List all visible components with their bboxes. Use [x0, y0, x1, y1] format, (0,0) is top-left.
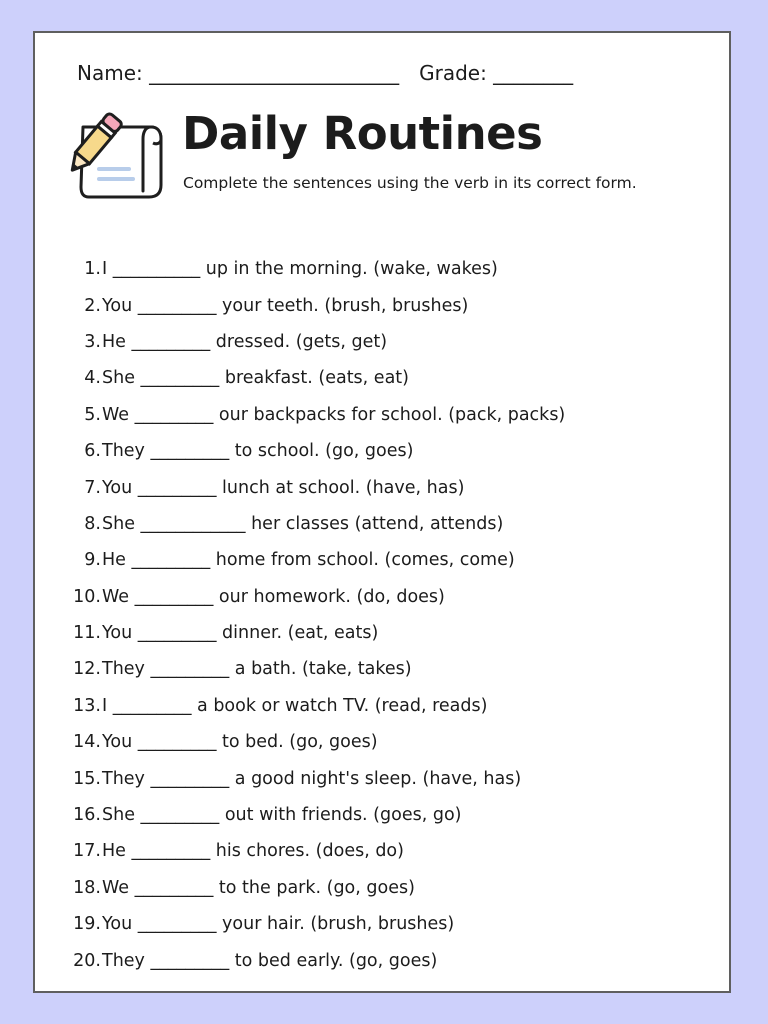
exercise-item — [65, 760, 565, 796]
exercise-item — [65, 433, 565, 469]
exercise-sentence: They _________ to bed early. (go, goes) — [102, 950, 438, 971]
exercise-item — [65, 251, 565, 287]
exercise-sentence: You _________ your hair. (brush, brushes) — [102, 914, 455, 935]
exercise-number: 7. — [84, 477, 101, 498]
worksheet-instructions: Complete the sentences using the verb in its correct form. — [183, 174, 637, 192]
exercise-item — [65, 688, 565, 724]
exercise-item — [65, 324, 565, 360]
exercise-sentence: They _________ a bath. (take, takes) — [102, 659, 412, 680]
exercise-item — [65, 833, 565, 869]
exercise-item — [65, 397, 565, 433]
exercise-sentence: She _________ breakfast. (eats, eat) — [102, 368, 409, 389]
exercise-sentence: You _________ to bed. (go, goes) — [102, 732, 378, 753]
exercise-number: 2. — [84, 295, 101, 316]
exercise-number: 4. — [84, 368, 101, 389]
exercise-item — [65, 506, 565, 542]
worksheet-title: Daily Routines — [182, 107, 543, 160]
exercise-list — [65, 251, 565, 979]
exercise-number: 5. — [84, 404, 101, 425]
exercise-number: 3. — [84, 331, 101, 352]
grade-field-label: Grade: ________ — [419, 61, 574, 85]
exercise-number: 14. — [73, 732, 101, 753]
exercise-item — [65, 469, 565, 505]
exercise-item — [65, 651, 565, 687]
exercise-item — [65, 724, 565, 760]
pencil-scroll-icon — [63, 107, 167, 201]
exercise-item — [65, 870, 565, 906]
exercise-number: 8. — [84, 513, 101, 534]
exercise-sentence: He _________ his chores. (does, do) — [102, 841, 404, 862]
exercise-item — [65, 287, 565, 323]
name-field-label: Name: _________________________ — [77, 61, 400, 85]
exercise-sentence: You _________ lunch at school. (have, has) — [102, 477, 465, 498]
exercise-item — [65, 942, 565, 978]
worksheet-page — [33, 31, 731, 993]
exercise-sentence: He _________ dressed. (gets, get) — [102, 331, 388, 352]
exercise-number: 19. — [73, 914, 101, 935]
exercise-sentence: You _________ dinner. (eat, eats) — [102, 623, 379, 644]
exercise-number: 9. — [84, 550, 101, 571]
exercise-sentence: He _________ home from school. (comes, come) — [102, 550, 515, 571]
exercise-number: 1. — [84, 259, 101, 280]
exercise-sentence: We _________ our homework. (do, does) — [102, 586, 445, 607]
exercise-item — [65, 360, 565, 396]
exercise-sentence: They _________ to school. (go, goes) — [102, 441, 414, 462]
exercise-sentence: You _________ your teeth. (brush, brushes) — [102, 295, 469, 316]
exercise-number: 11. — [73, 623, 101, 644]
exercise-number: 13. — [73, 695, 101, 716]
exercise-sentence: She _________ out with friends. (goes, go) — [102, 805, 462, 826]
exercise-number: 20. — [73, 950, 101, 971]
header-line — [77, 61, 573, 85]
exercise-item — [65, 906, 565, 942]
exercise-number: 12. — [73, 659, 101, 680]
exercise-sentence: We _________ our backpacks for school. (pack, packs) — [102, 404, 566, 425]
exercise-number: 6. — [84, 441, 101, 462]
exercise-item — [65, 615, 565, 651]
exercise-number: 17. — [73, 841, 101, 862]
exercise-sentence: She ____________ her classes (attend, attends) — [102, 513, 504, 534]
exercise-number: 18. — [73, 877, 101, 898]
exercise-sentence: I _________ a book or watch TV. (read, reads) — [102, 695, 488, 716]
exercise-sentence: I __________ up in the morning. (wake, wakes) — [102, 259, 498, 280]
exercise-sentence: They _________ a good night's sleep. (have, has) — [102, 768, 522, 789]
exercise-number: 15. — [73, 768, 101, 789]
exercise-item — [65, 797, 565, 833]
exercise-number: 16. — [73, 805, 101, 826]
exercise-item — [65, 542, 565, 578]
exercise-number: 10. — [73, 586, 101, 607]
exercise-item — [65, 579, 565, 615]
exercise-sentence: We _________ to the park. (go, goes) — [102, 877, 415, 898]
